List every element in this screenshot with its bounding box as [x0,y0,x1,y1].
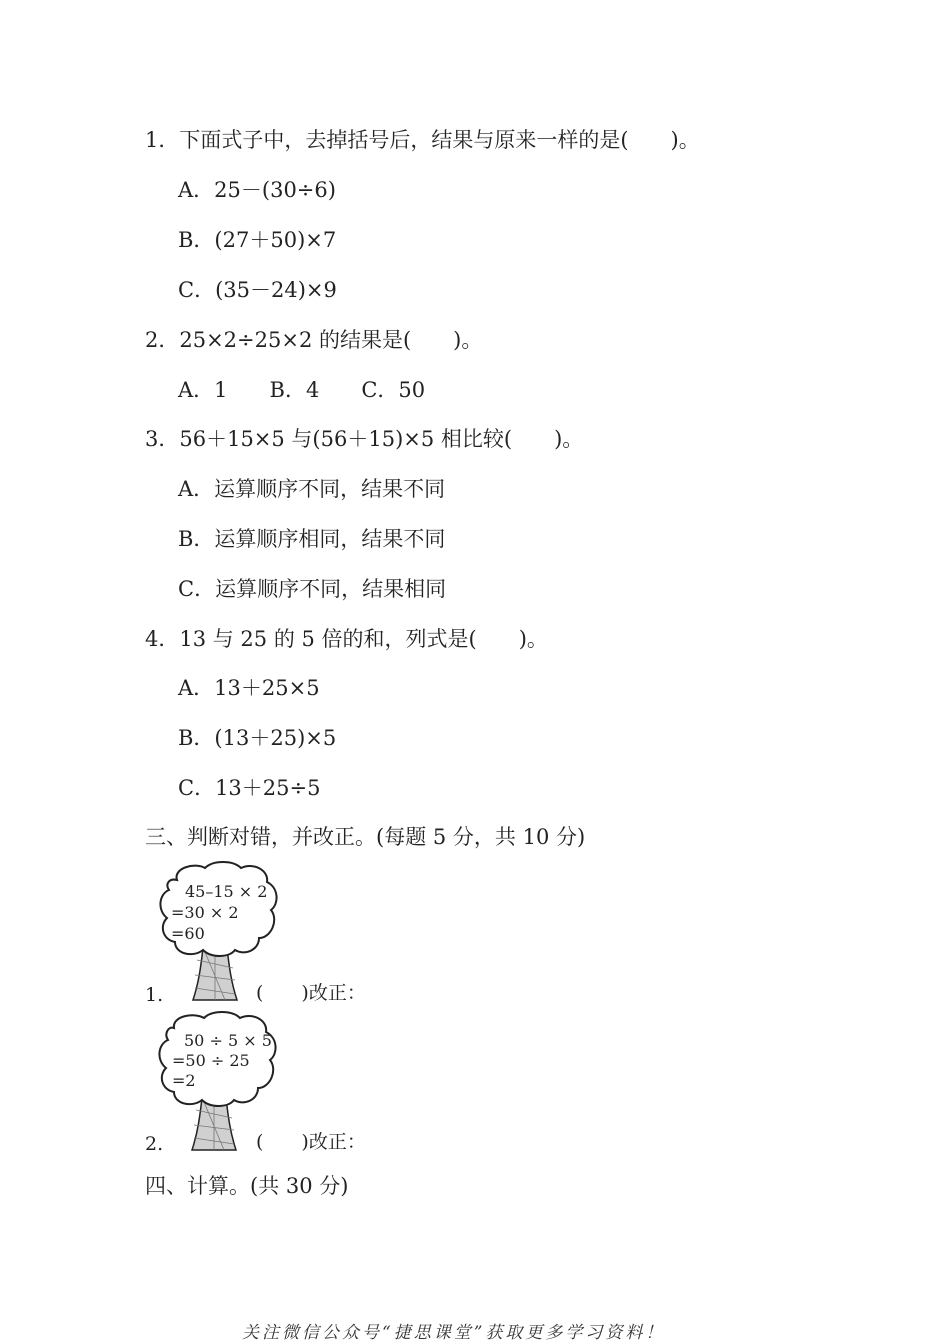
tree-1-line-2: =30 × 2 [171,903,239,922]
section-3-item-1-number: 1. [145,984,164,1006]
section-4-heading: 四、计算。(共 30 分) [145,1174,349,1198]
tree-2-line-3: =2 [172,1071,196,1090]
section-3-heading: 三、判断对错，并改正。(每题 5 分，共 10 分) [145,825,586,849]
question-3-stem: 3．56＋15×5 与(56＋15)×5 相比较( )。 [145,427,584,451]
question-4-stem: 4．13 与 25 的 5 倍的和，列式是( )。 [145,627,548,651]
question-1-option-b: B．(27＋50)×7 [178,228,337,252]
question-2-stem: 2．25×2÷25×2 的结果是( )。 [145,328,483,352]
section-3-item-1-answer-blank[interactable]: ( )改正： [256,982,366,1004]
question-1-stem: 1．下面式子中，去掉括号后，结果与原来一样的是( )。 [145,128,700,152]
question-4-option-b: B．(13＋25)×5 [178,726,337,750]
question-1-option-c: C．(35－24)×9 [178,278,337,302]
section-3-item-2-answer-blank[interactable]: ( )改正： [256,1131,366,1153]
question-3-option-a: A．运算顺序不同，结果不同 [178,477,446,501]
footer-watermark-text: 关注微信公众号“捷思课堂”获取更多学习资料！ [242,1323,666,1343]
tree-2-line-2: =50 ÷ 25 [172,1051,250,1070]
question-3-option-b: B．运算顺序相同，结果不同 [178,527,446,551]
question-2-options: A．1 B．4 C．50 [178,378,426,402]
tree-2-line-1: 50 ÷ 5 × 5 [184,1031,272,1050]
tree-1-line-1: 45–15 × 2 [185,882,268,901]
section-3-item-2-number: 2. [145,1133,164,1155]
tree-1-line-3: =60 [171,924,205,943]
question-4-option-c: C．13＋25÷5 [178,776,321,800]
question-3-option-c: C．运算顺序不同，结果相同 [178,577,447,601]
question-1-option-a: A．25－(30÷6) [178,178,336,202]
question-4-option-a: A．13＋25×5 [178,676,320,700]
